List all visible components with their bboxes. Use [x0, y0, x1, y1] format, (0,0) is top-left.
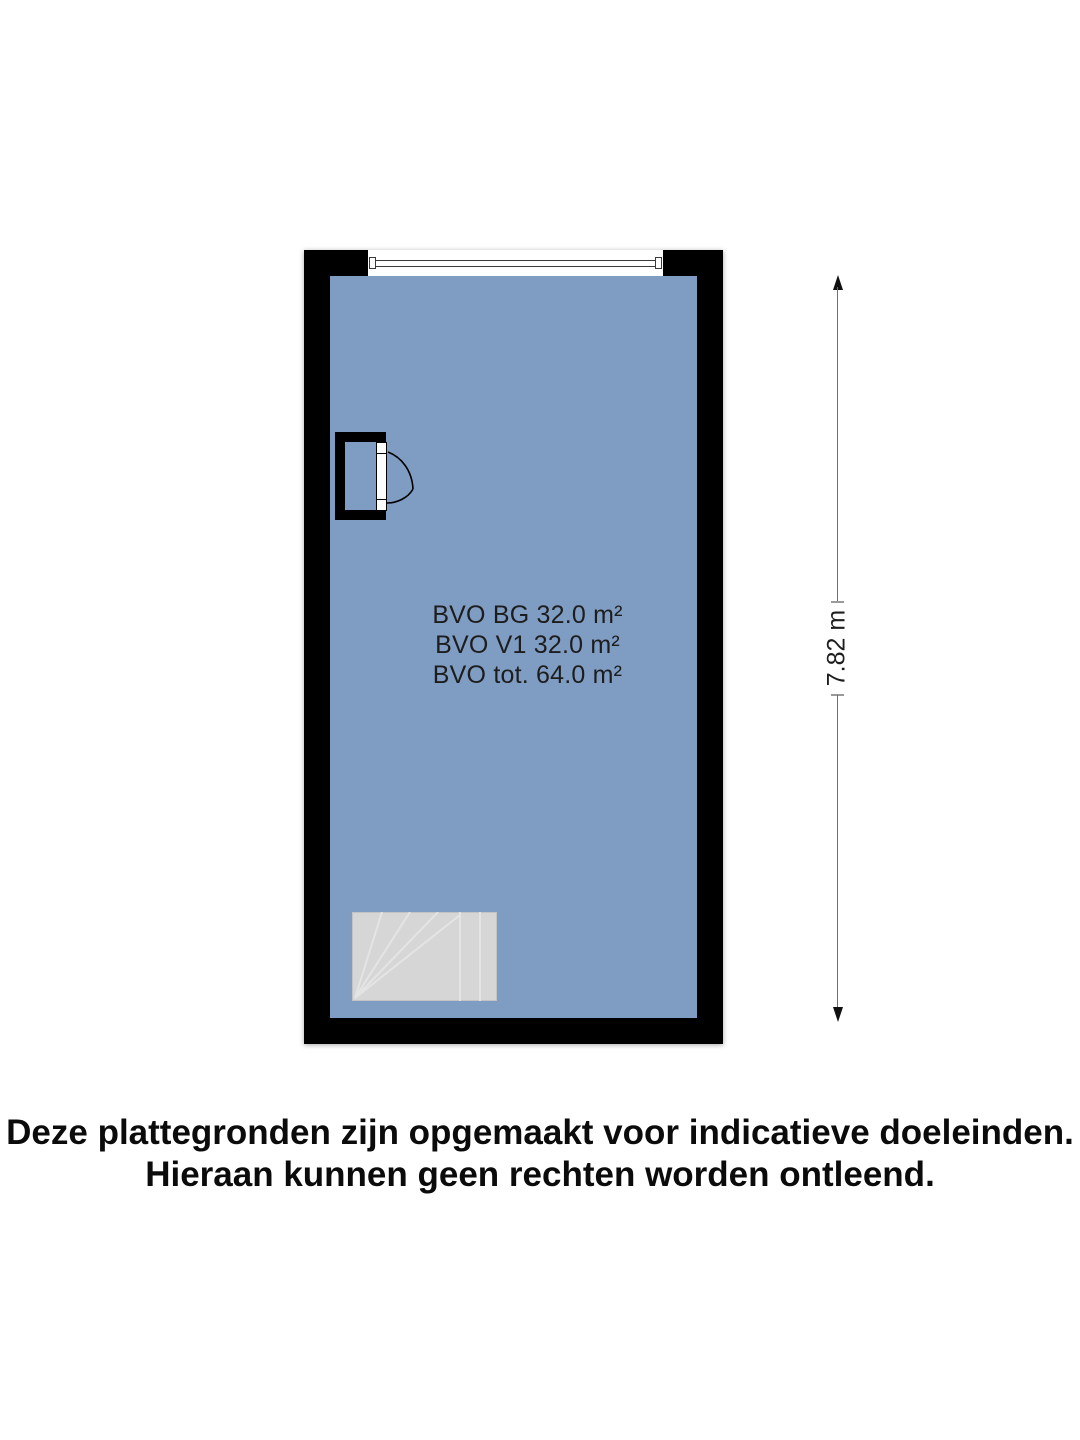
- area-labels: [332, 600, 723, 690]
- disclaimer-line-1: Deze plattegronden zijn opgemaakt voor indicatieve doeleinden.: [6, 1113, 1074, 1152]
- window-glazing: [372, 260, 659, 267]
- dimension-label: 7.82 m: [822, 609, 851, 687]
- window-end-cap: [369, 257, 376, 269]
- area-label-bvo-bg: BVO BG 32.0 m²: [432, 601, 623, 629]
- disclaimer-line-2: Hieraan kunnen geen rechten worden ontleend.: [145, 1155, 935, 1194]
- dimension-line: [837, 287, 839, 602]
- disclaimer-text: [0, 1112, 1080, 1196]
- window: [368, 250, 663, 276]
- arrow-down-icon: [833, 1007, 843, 1022]
- dimension-tick: [831, 601, 844, 603]
- area-label-bvo-tot: BVO tot. 64.0 m²: [432, 661, 623, 689]
- area-label-bvo-v1: BVO V1 32.0 m²: [435, 631, 620, 659]
- door-swing-arc: [384, 448, 418, 506]
- window-end-cap: [655, 257, 662, 269]
- dimension-annotation: [822, 275, 851, 1022]
- staircase: [352, 912, 497, 1001]
- floor-plan: [304, 250, 723, 1044]
- dimension-line: [837, 695, 839, 1008]
